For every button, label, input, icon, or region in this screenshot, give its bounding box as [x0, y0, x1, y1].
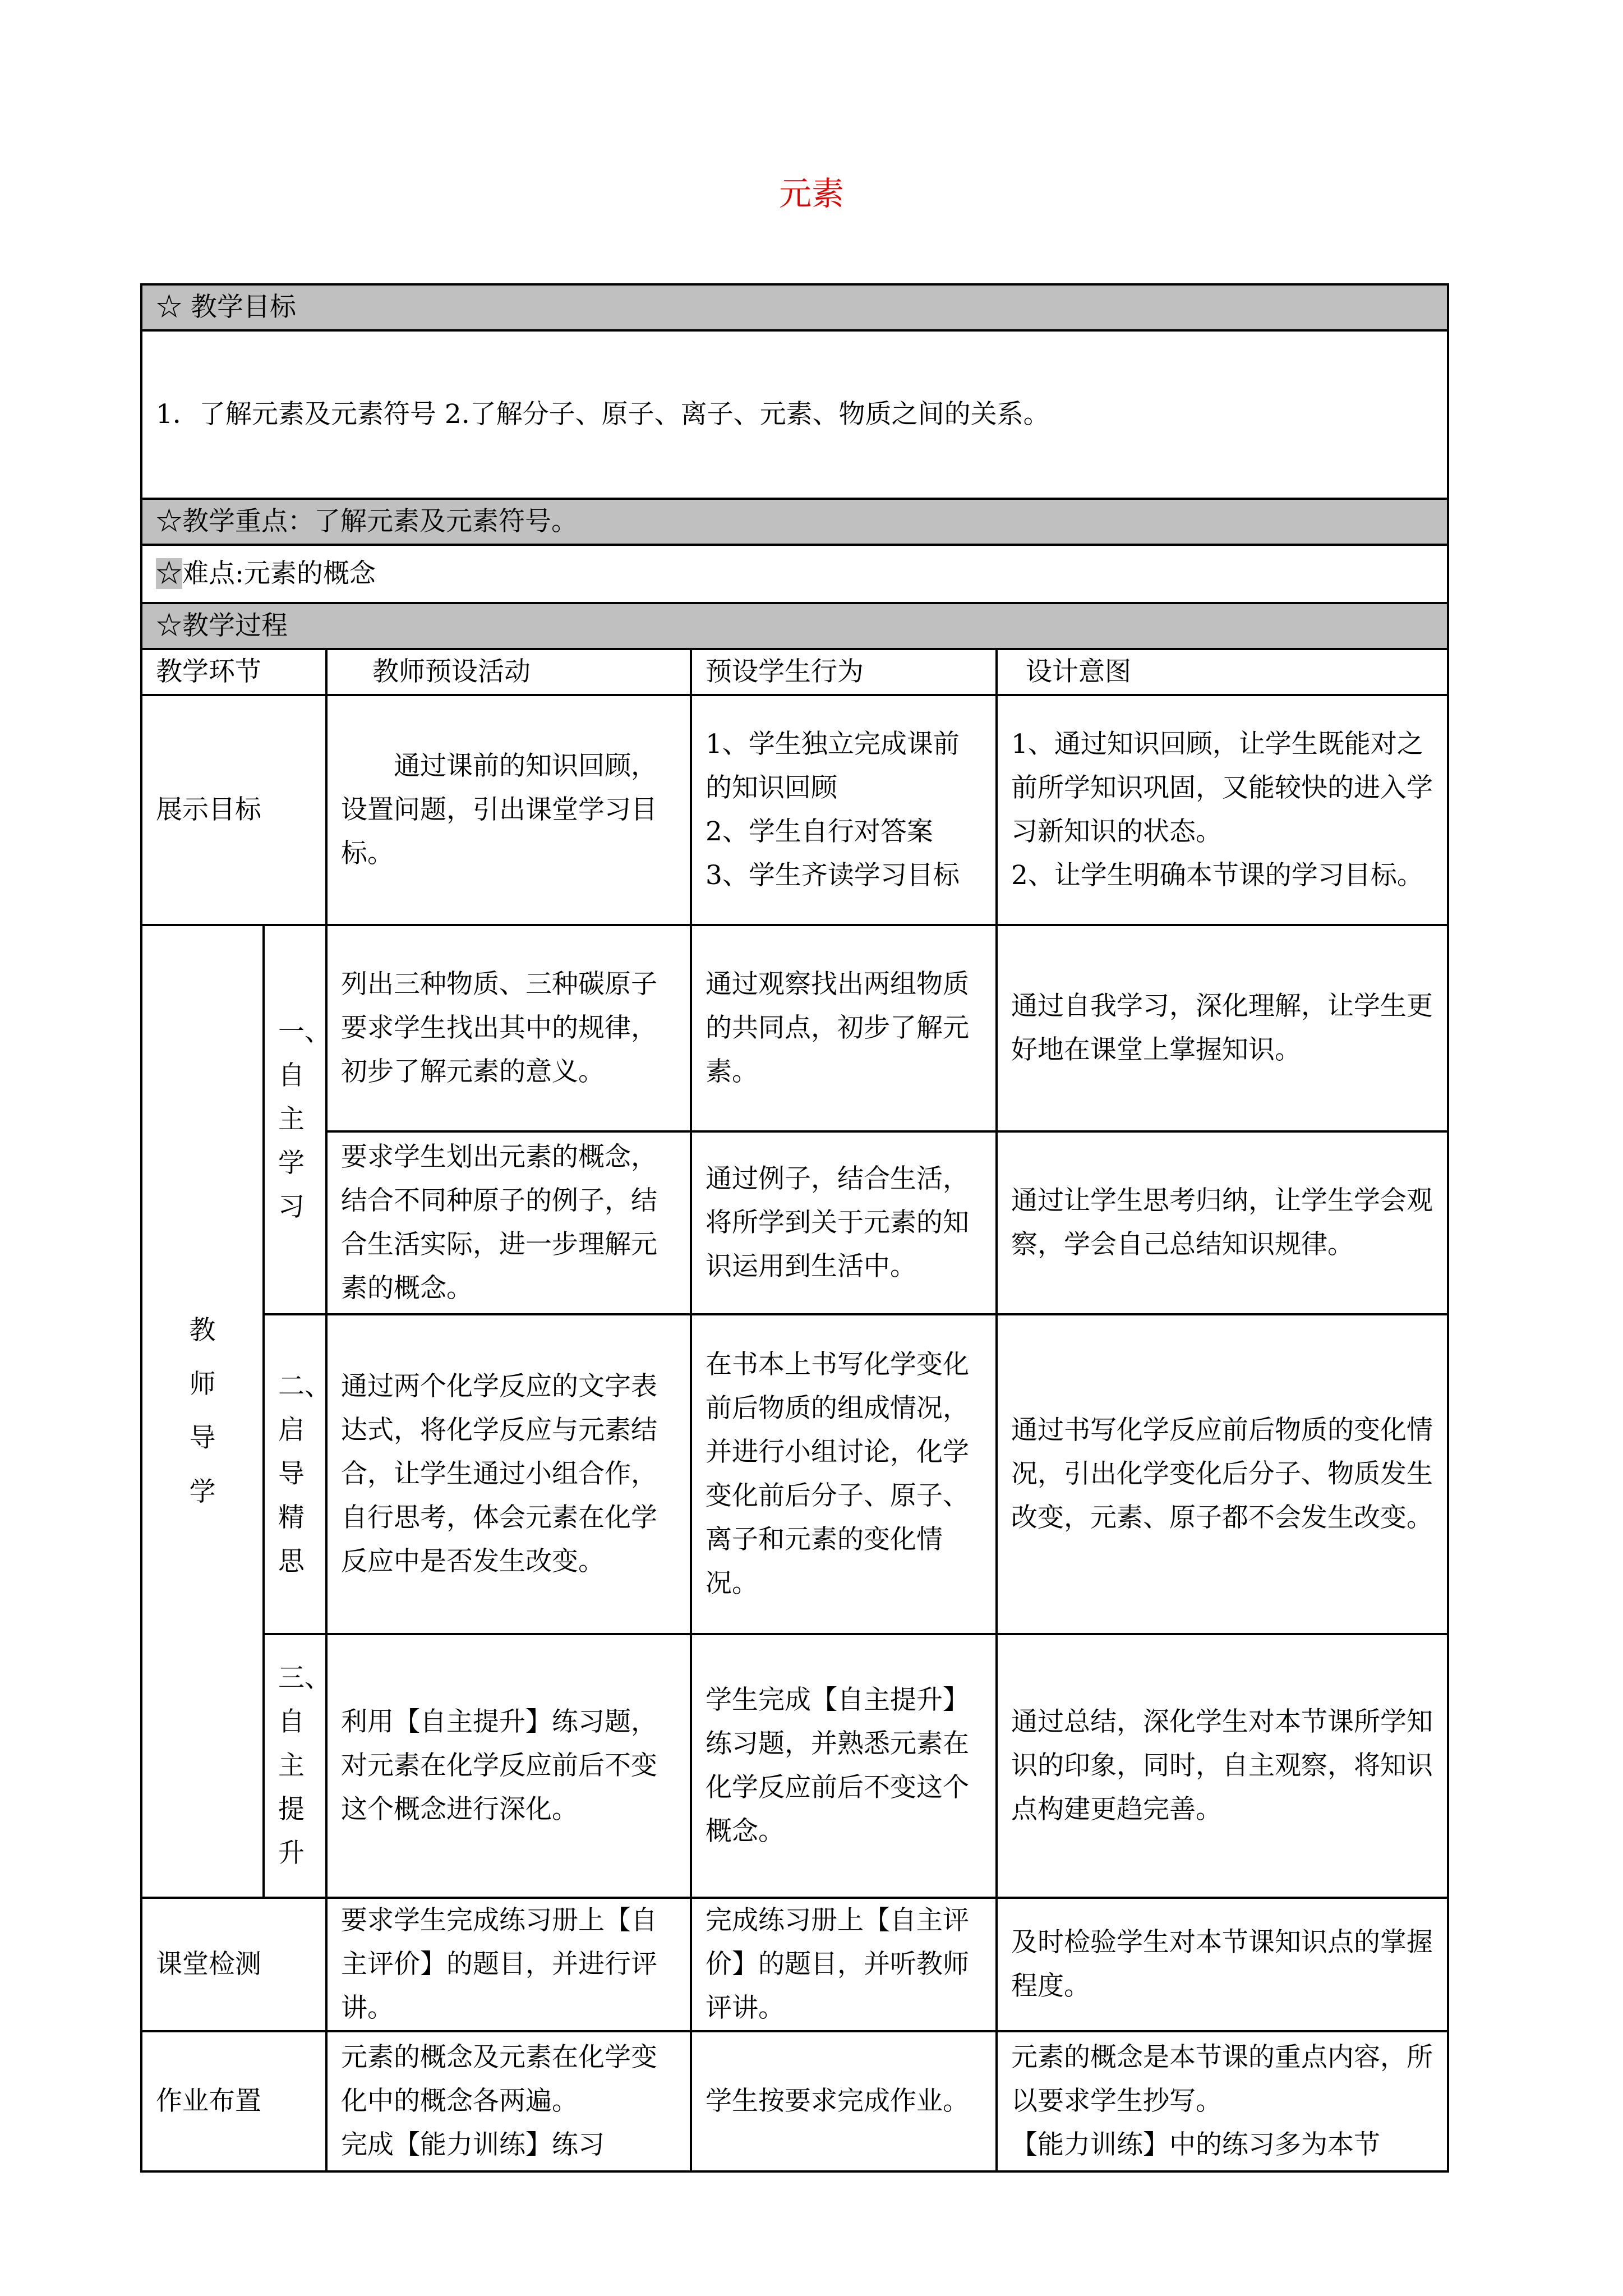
design-intent: 1、通过知识回顾，让学生既能对之前所学知识巩固，又能较快的进入学习新知识的状态。 2、让学生明确本节课的学习目标。 [997, 695, 1448, 925]
process-header: ☆教学过程 [141, 603, 1448, 649]
teacher-activity: 列出三种物质、三种碳原子要求学生找出其中的规律，初步了解元素的意义。 [326, 925, 691, 1131]
table-row [141, 1634, 1448, 1898]
design-intent: 元素的概念是本节课的重点内容，所以要求学生抄写。 【能力训练】中的练习多为本节 [997, 2031, 1448, 2171]
design-intent: 及时检验学生对本节课知识点的掌握程度。 [997, 1898, 1448, 2031]
student-behavior: 完成练习册上【自主评价】的题目，并听教师评讲。 [691, 1898, 997, 2031]
difficulty-text: 难点:元素的概念 [182, 558, 376, 589]
objectives-text: 1．了解元素及元素符号 2.了解分子、原子、离子、元素、物质之间的关系。 [141, 330, 1448, 499]
objectives-row [141, 330, 1448, 499]
teacher-activity: 通过课前的知识回顾，设置问题，引出课堂学习目标。 [326, 695, 691, 925]
design-intent: 通过书写化学反应前后物质的变化情况，引出化学变化后分子、物质发生改变，元素、原子都不会发生改变。 [997, 1314, 1448, 1634]
stage-improve: 三、 自主提 升 [264, 1634, 326, 1898]
student-behavior: 在书本上书写化学变化前后物质的组成情况，并进行小组讨论，化学变化前后分子、原子、离子和元素的变化情况。 [691, 1314, 997, 1634]
column-header-intent: 设计意图 [997, 649, 1448, 695]
table-row [141, 1314, 1448, 1634]
student-behavior: 学生按要求完成作业。 [691, 2031, 997, 2171]
teacher-activity: 通过两个化学反应的文字表达式，将化学反应与元素结合，让学生通过小组合作，自行思考，体会元素在化学反应中是否发生改变。 [326, 1314, 691, 1634]
teacher-activity: 利用【自主提升】练习题，对元素在化学反应前后不变这个概念进行深化。 [326, 1634, 691, 1898]
objectives-header-row [141, 284, 1448, 330]
stage-inspire: 二、 启导精 思 [264, 1314, 326, 1634]
document-title: 元素 [778, 174, 844, 213]
star-icon: ☆ [156, 558, 182, 589]
teacher-activity: 要求学生完成练习册上【自主评价】的题目，并进行评讲。 [326, 1898, 691, 2031]
design-intent: 通过让学生思考归纳，让学生学会观察，学会自己总结知识规律。 [997, 1131, 1448, 1314]
stage-check: 课堂检测 [141, 1898, 326, 2031]
stage-self-study: 一、 自主学 习 [264, 925, 326, 1314]
key-point-text: ☆教学重点：了解元素及元素符号。 [141, 499, 1448, 545]
column-header-stage: 教学环节 [141, 649, 326, 695]
stage-guide-group: 教 师 导 学 [141, 925, 264, 1898]
teacher-activity: 要求学生划出元素的概念，结合不同种原子的例子，结合生活实际，进一步理解元素的概念。 [326, 1131, 691, 1314]
column-header-student: 预设学生行为 [691, 649, 997, 695]
table-row [141, 695, 1448, 925]
column-header-teacher: 教师预设活动 [326, 649, 691, 695]
design-intent: 通过总结，深化学生对本节课所学知识的印象，同时，自主观察，将知识点构建更趋完善。 [997, 1634, 1448, 1898]
student-behavior: 1、学生独立完成课前的知识回顾 2、学生自行对答案 3、学生齐读学习目标 [691, 695, 997, 925]
student-behavior: 通过观察找出两组物质的共同点，初步了解元素。 [691, 925, 997, 1131]
stage-homework: 作业布置 [141, 2031, 326, 2171]
column-header-row [141, 649, 1448, 695]
key-point-row [141, 499, 1448, 545]
objectives-header: ☆ 教学目标 [141, 284, 1448, 330]
table-row [141, 2031, 1448, 2171]
student-behavior: 通过例子，结合生活，将所学到关于元素的知识运用到生活中。 [691, 1131, 997, 1314]
difficulty-cell [141, 545, 1448, 603]
student-behavior: 学生完成【自主提升】练习题，并熟悉元素在化学反应前后不变这个概念。 [691, 1634, 997, 1898]
design-intent: 通过自我学习，深化理解，让学生更好地在课堂上掌握知识。 [997, 925, 1448, 1131]
difficulty-row [141, 545, 1448, 603]
table-row [141, 1131, 1448, 1314]
stage-show-goal: 展示目标 [141, 695, 326, 925]
lesson-plan-table [140, 283, 1449, 2173]
table-row [141, 925, 1448, 1131]
teacher-activity: 元素的概念及元素在化学变化中的概念各两遍。 完成【能力训练】练习 [326, 2031, 691, 2171]
table-row [141, 1898, 1448, 2031]
process-header-row [141, 603, 1448, 649]
